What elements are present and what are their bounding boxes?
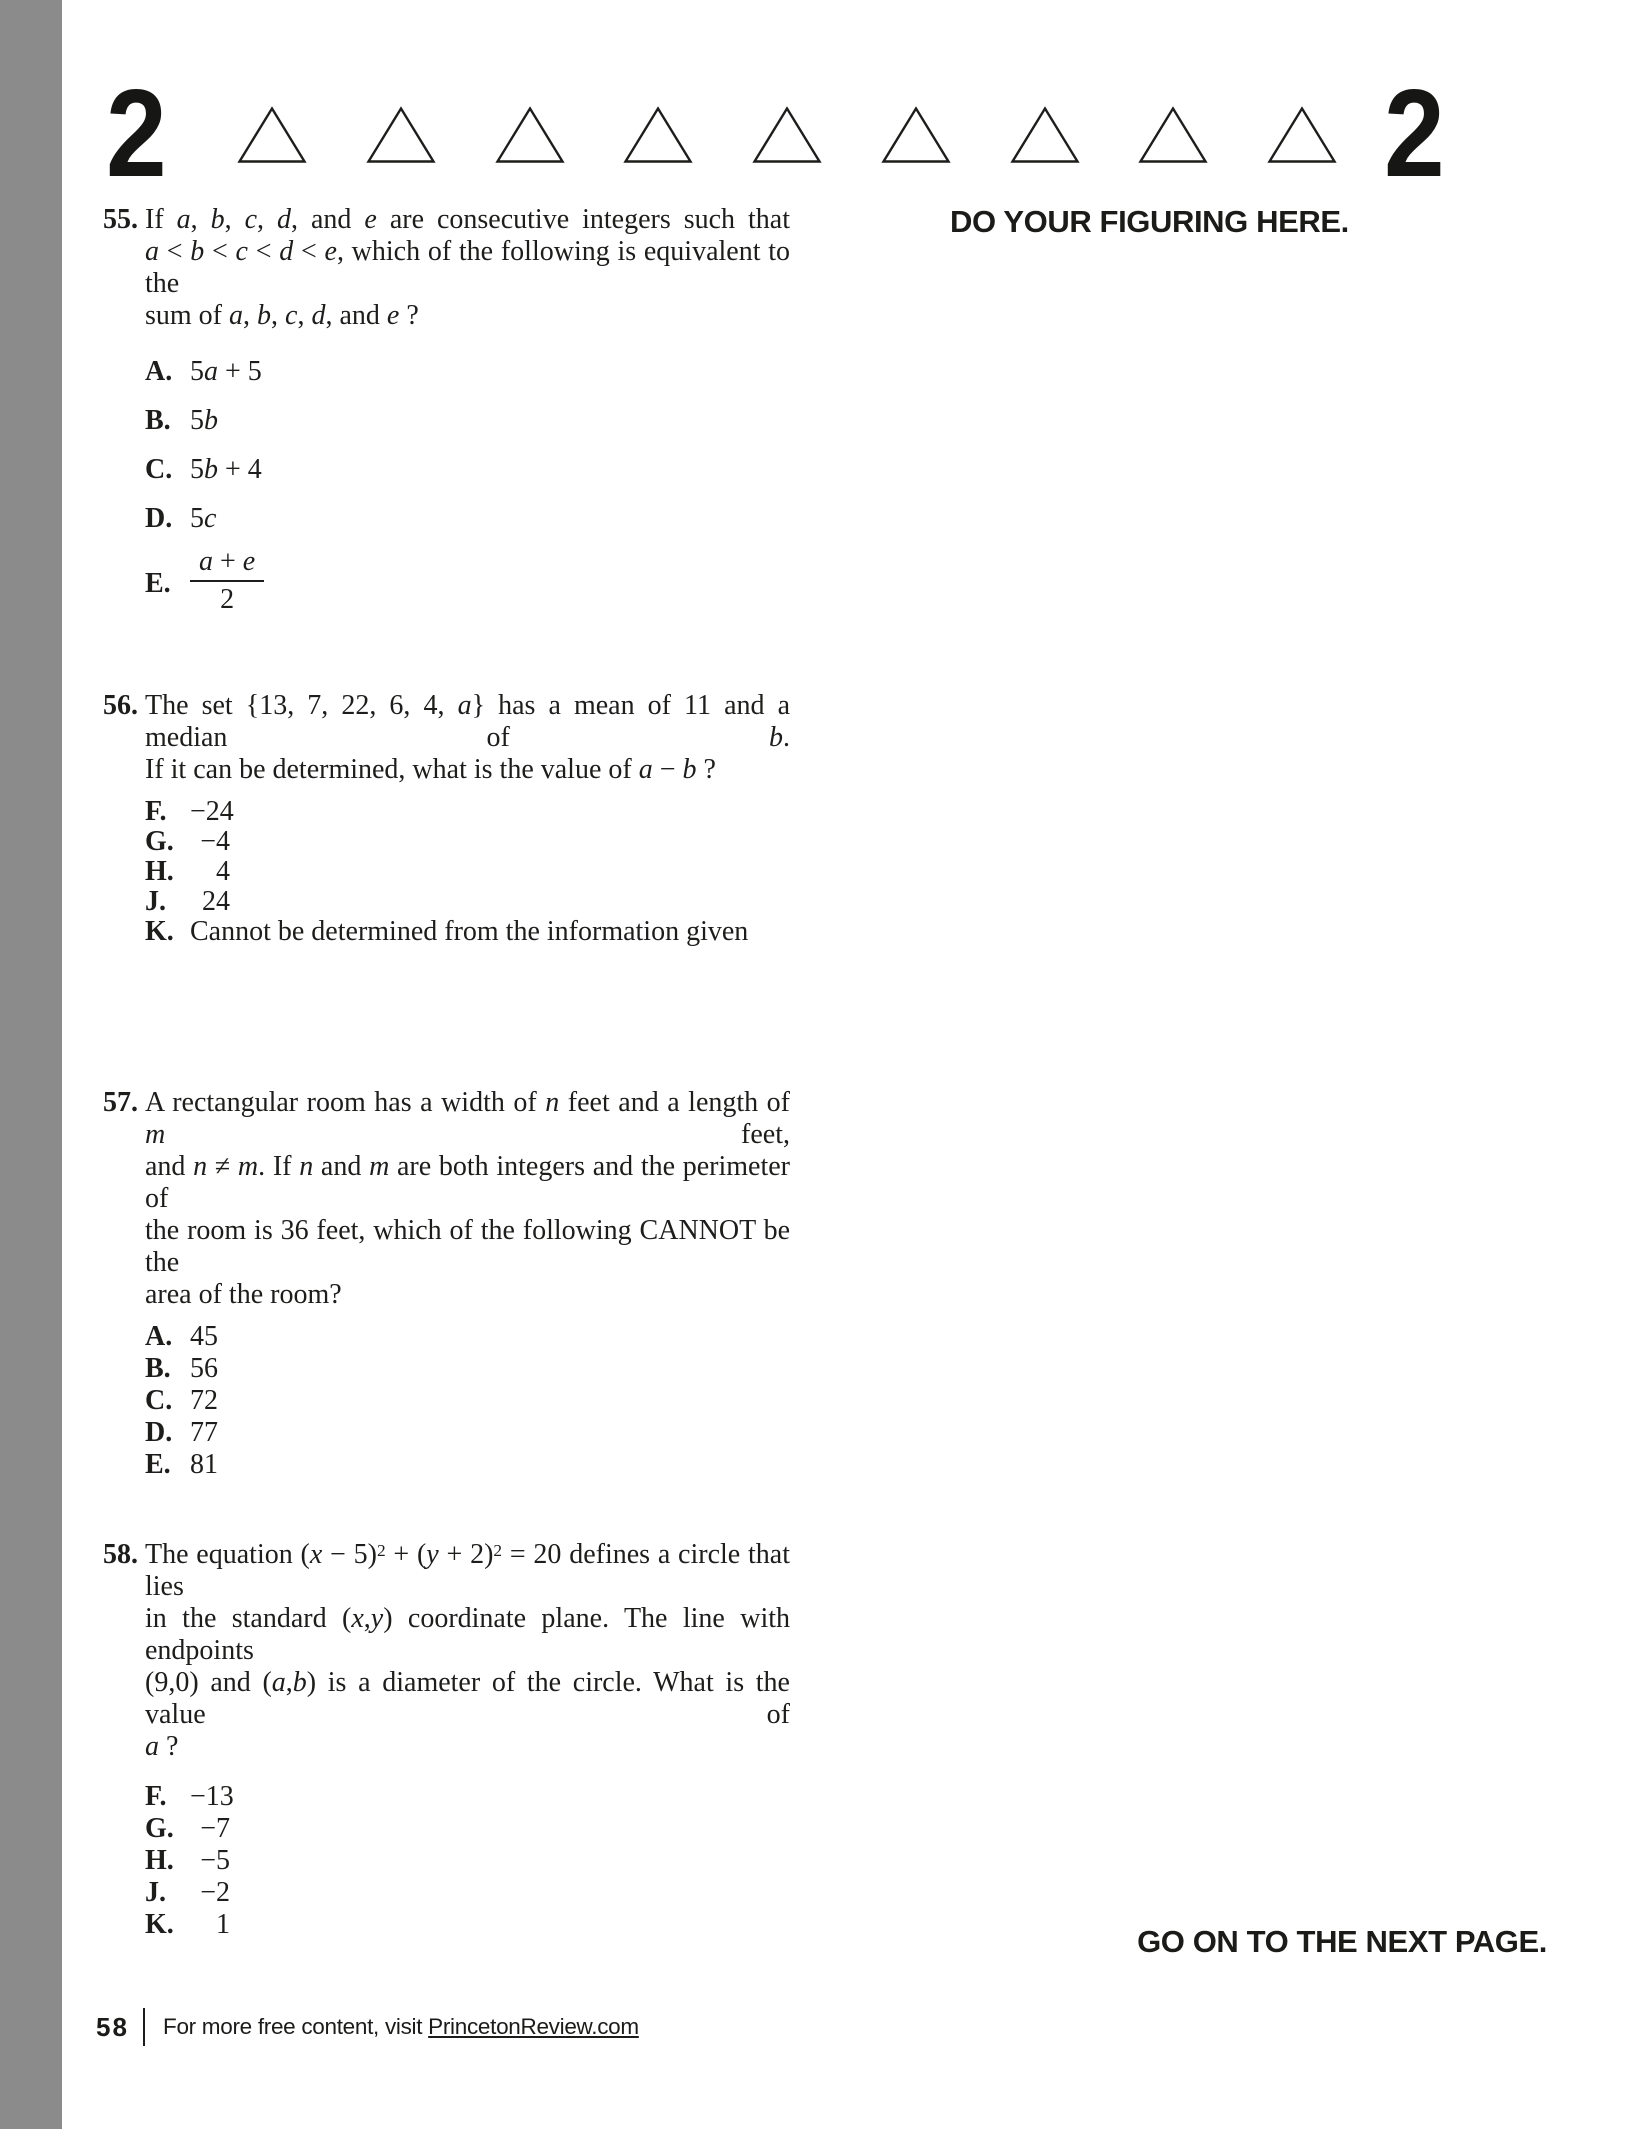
choice-value: 56 <box>190 1353 218 1384</box>
choice-row <box>145 546 790 616</box>
choice-value: 5b + 4 <box>190 454 262 485</box>
triangle-icon <box>1010 106 1080 164</box>
choice-value: 72 <box>190 1385 218 1416</box>
choice-letter: C. <box>145 454 173 485</box>
choice-value: 4 <box>216 856 230 887</box>
choice-letter: G. <box>145 1813 174 1844</box>
question-55 <box>103 204 797 633</box>
choices-list <box>145 356 790 616</box>
question-text-line: the room is 36 feet, which of the following CANNOT be the <box>145 1215 790 1278</box>
question-text-line: If a, b, c, d, and e are consecutive integers such that <box>145 204 791 235</box>
page-number: 58 <box>96 2012 129 2042</box>
choice-value: 24 <box>202 886 230 917</box>
choice-letter: C. <box>145 1385 173 1416</box>
footer-note: For more free content, visit <box>163 2014 429 2039</box>
choices-list <box>145 1321 790 1481</box>
choice-value: −7 <box>200 1813 230 1844</box>
choice-value: 5a + 5 <box>190 356 262 387</box>
triangle-icon <box>1138 106 1208 164</box>
choice-row <box>145 405 790 437</box>
choice-row <box>145 827 790 857</box>
triangle-icon <box>623 106 693 164</box>
choice-row <box>145 887 790 917</box>
footer-divider <box>143 2008 145 2046</box>
question-57 <box>103 1087 797 1481</box>
page-edge-bar <box>0 0 62 2129</box>
choice-letter: D. <box>145 503 173 534</box>
figuring-header: DO YOUR FIGURING HERE. <box>950 204 1349 239</box>
choice-row <box>145 857 790 887</box>
question-text-line: If it can be determined, what is the value of a − b ? <box>145 754 716 785</box>
choice-letter: K. <box>145 916 174 947</box>
choice-value: 5b <box>190 405 218 436</box>
footer-link[interactable]: PrincetonReview.com <box>428 2014 639 2039</box>
triangle-icon <box>366 106 436 164</box>
choice-letter: H. <box>145 1845 174 1876</box>
triangle-icon <box>1267 106 1337 164</box>
choice-value: −2 <box>200 1877 230 1908</box>
choice-value: 77 <box>190 1417 218 1448</box>
choice-letter: B. <box>145 1353 171 1384</box>
triangle-icon <box>752 106 822 164</box>
question-number: 56. <box>103 690 138 721</box>
choice-letter: H. <box>145 856 174 887</box>
choice-row <box>145 1781 790 1813</box>
choice-value: 45 <box>190 1321 218 1352</box>
choice-row <box>145 356 790 388</box>
footer-text <box>163 2014 639 2040</box>
choice-row <box>145 1353 790 1385</box>
question-text-line: and n ≠ m. If n and m are both integers and the perimeter of <box>145 1151 791 1214</box>
choice-letter: A. <box>145 1321 173 1352</box>
choice-letter: F. <box>145 1781 167 1812</box>
choice-row <box>145 1449 790 1481</box>
question-text-line: The set {13, 7, 22, 6, 4, a} has a mean of 11 and a median of b. <box>145 690 791 753</box>
question-text-line: (9,0) and (a,b) is a diameter of the circle. What is the value of <box>145 1667 790 1730</box>
choice-row <box>145 1417 790 1449</box>
choice-row <box>145 1877 790 1909</box>
choice-row <box>145 503 790 535</box>
choice-letter: F. <box>145 796 167 827</box>
question-text <box>145 690 790 786</box>
choice-value: $\frac{a + e}{2}$ <box>190 552 264 616</box>
triangle-icon <box>237 106 307 164</box>
question-number: 57. <box>103 1087 138 1118</box>
question-58 <box>103 1539 797 1941</box>
question-56 <box>103 690 797 947</box>
choice-value: Cannot be determined from the information given <box>190 916 749 947</box>
question-text <box>145 204 790 332</box>
choice-letter: G. <box>145 826 174 857</box>
choice-row <box>145 454 790 486</box>
choice-letter: B. <box>145 405 171 436</box>
question-number: 58. <box>103 1539 138 1570</box>
question-text-line: A rectangular room has a width of n feet and a length of m feet, <box>145 1087 791 1150</box>
choice-row <box>145 1845 790 1877</box>
triangle-icon <box>881 106 951 164</box>
choice-row <box>145 1321 790 1353</box>
choice-row <box>145 1385 790 1417</box>
choice-row <box>145 797 790 827</box>
choice-value: 1 <box>216 1909 230 1940</box>
choices-list <box>145 797 790 947</box>
triangle-icon <box>495 106 565 164</box>
choice-letter: J. <box>145 1877 166 1908</box>
choice-value: −5 <box>200 1845 230 1876</box>
choice-value: −4 <box>200 826 230 857</box>
choice-letter: E. <box>145 568 171 599</box>
section-number-left: 2 <box>106 65 165 203</box>
choice-value: −13 <box>190 1781 234 1812</box>
choice-letter: E. <box>145 1449 171 1480</box>
question-text-line: in the standard (x,y) coordinate plane. The line with endpoints <box>145 1603 790 1666</box>
choice-value: 5c <box>190 503 217 534</box>
go-on-text: GO ON TO THE NEXT PAGE. <box>1137 1924 1547 1959</box>
question-text-line: a < b < c < d < e, which of the following is equivalent to the <box>145 236 790 299</box>
question-text-line: sum of a, b, c, d, and e ? <box>145 300 419 331</box>
triangle-row <box>237 104 1337 164</box>
choice-letter: J. <box>145 886 166 917</box>
question-text-line: a ? <box>145 1731 179 1762</box>
section-number-right: 2 <box>1384 65 1443 203</box>
choice-letter: A. <box>145 356 173 387</box>
choice-row <box>145 917 790 947</box>
choice-value: 81 <box>190 1449 218 1480</box>
choice-letter: D. <box>145 1417 173 1448</box>
choice-value: −24 <box>190 796 234 827</box>
question-number: 55. <box>103 204 138 235</box>
question-text <box>145 1539 790 1763</box>
choice-row <box>145 1909 790 1941</box>
question-text <box>145 1087 790 1311</box>
choices-list <box>145 1781 790 1941</box>
choice-row <box>145 1813 790 1845</box>
question-text-line: The equation $(x - 5)^2 + (y + 2)^2 = 20$ defines a circle that lies <box>145 1539 790 1602</box>
question-text-line: area of the room? <box>145 1279 342 1310</box>
page-footer <box>0 2006 1640 2050</box>
choice-letter: K. <box>145 1909 174 1940</box>
